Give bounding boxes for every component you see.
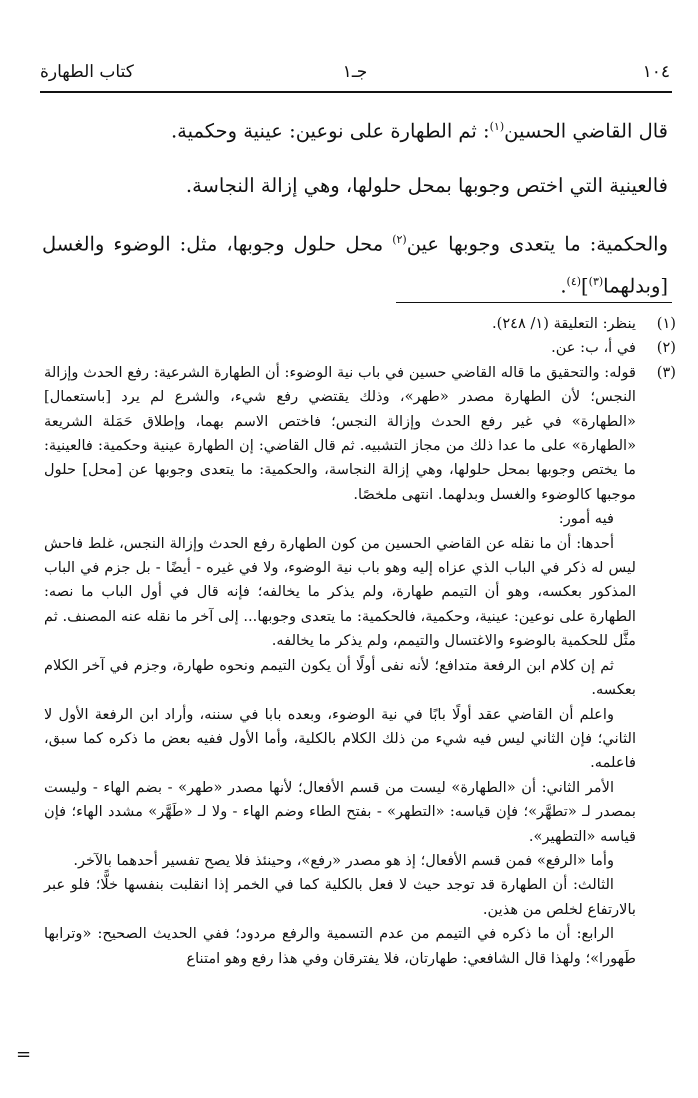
footnote-number: (٣) bbox=[656, 363, 676, 381]
main-paragraph-1 bbox=[42, 108, 668, 151]
footnote-ref-1: (١) bbox=[489, 120, 505, 133]
footnote-paragraph: ثم إن كلام ابن الرفعة متدافع؛ لأنه نفى أولًا أن يكون التيمم ونحوه طهارة، وجزم في آخر الكلام بعكسه. bbox=[44, 656, 636, 699]
footnote-paragraph: قوله: والتحقيق ما قاله القاضي حسين في باب نية الوضوء: أن الطهارة الشرعية: رفع الحدث وإزالة النجس؛ لأن الطهارة مصدر «طهر»، وذلك يقتضي رفع شيء، والشرع لم يرد [باستعمال] «الطهارة» في غير رفع الحدث وإزالة النجس؛ فاختص الاسم بهما، وإطلاق حَمَلة الشريعة «الطهارة» على ما عدا ذلك من مجاز التشبيه. ثم قال القاضي: إن الطهارة عينية وحكمية: فالعينية: ما يختص وجوبها بمحل حلولها، وهي إزالة النجاسة، والحكمية: ما يتعدى وجوبها عن [محل] حلول موجبها كالوضوء والغسل وبدلهما. انتهى ملخصًا. bbox=[44, 363, 636, 503]
continuation-mark: = bbox=[16, 1044, 32, 1065]
footnote-text: في أ، ب: عن. bbox=[551, 339, 636, 357]
footnote-2 bbox=[44, 336, 676, 360]
footnote-paragraph: أحدها: أن ما نقله عن القاضي الحسين من كون الطهارة رفع الحدث وإزالة النجس، غلط فاحش ليس له ذكر في الباب الذي عزاه إليه وهو باب نية الوضوء، ولا في غيره - أيضًا - بل جزم في الباب المذكور بعكسه، وهو أن التيمم طهارة، ولم يذكر ما يخالفه؛ فإنه قال في أول الباب ما نصه: الطهارة على نوعين: عينية، وحكمية، فالحكمية: ما يتعدى وجوبها... إلى آخر ما نقله عنه المصنف. ثم مثَّل للحكمية بالوضوء والاغتسال والتيمم، ولم يذكر ما يخالفه. bbox=[44, 534, 636, 650]
footnote-separator bbox=[396, 302, 672, 303]
footnote-paragraph: الرابع: أن ما ذكره في التيمم من عدم التسمية والرفع مردود؛ ففي الحديث الصحيح: «وترابها طَهورا»؛ ولهذا قال الشافعي: طهارتان، فلا يفترقان وفي هذا رفع وهو امتناع bbox=[44, 925, 636, 967]
footnote-1 bbox=[44, 312, 676, 336]
main-p1-text: قال القاضي الحسين bbox=[504, 119, 668, 143]
main-paragraph-2: فالعينية التي اختص وجوبها بمحل حلولها، وهي إزالة النجاسة. bbox=[185, 173, 668, 197]
main-text bbox=[42, 108, 668, 306]
footnote-paragraph: الثالث: أن الطهارة قد توجد حيث لا فعل بالكلية كما في الخمر إذا انقلبت بنفسها خلًّا؛ فلو عبر بالارتفاع لخلص من هذين. bbox=[44, 876, 636, 918]
footnote-ref-4: (٤) bbox=[566, 275, 582, 288]
footnote-text: ينظر: التعليقة (١/ ٢٤٨). bbox=[491, 315, 636, 332]
footnote-number: (٢) bbox=[656, 339, 676, 357]
main-p3-period: . bbox=[560, 274, 567, 298]
footnote-number: (١) bbox=[656, 315, 676, 332]
footnote-paragraph: الأمر الثاني: أن «الطهارة» ليست من قسم الأفعال؛ لأنها مصدر «طهر» - بضم الهاء - وليست بمصدر لـ «تطهَّر»؛ فإن قياسه: «التطهر» - بفتح الطاء وضم الهاء - ولا لـ «طَهَّر» مشدد الهاء؛ فإن قياسه «التطهير». bbox=[44, 778, 636, 845]
book-title: كتاب الطهارة bbox=[40, 62, 134, 82]
footnote-paragraph: وأما «الرفع» فمن قسم الأفعال؛ إذ هو مصدر «رفع»، وحينئذ فلا يصح تفسير أحدهما بالآخر. bbox=[73, 851, 614, 869]
page-header bbox=[40, 58, 670, 88]
header-rule bbox=[40, 91, 672, 93]
main-p1-text-cont: : ثم الطهارة على نوعين: عينية وحكمية. bbox=[170, 119, 490, 143]
main-p3-bracket-open: [وبدلهما bbox=[603, 274, 668, 298]
main-p3-bracket-close: ] bbox=[581, 274, 589, 298]
page-number: ١٠٤ bbox=[642, 62, 670, 82]
footnotes-section bbox=[44, 312, 676, 971]
volume-label: جـ١ bbox=[342, 62, 368, 82]
main-p3-text: والحكمية: ما يتعدى وجوبها عين bbox=[406, 232, 669, 255]
main-paragraph-3 bbox=[42, 221, 668, 306]
footnote-ref-3: (٣) bbox=[588, 275, 604, 288]
footnote-paragraph: واعلم أن القاضي عقد أولًا بابًا في نية الوضوء، وبعده بابا في سننه، وأراد ابن الرفعة الأول لا الثاني؛ فإن الثاني ليس فيه شيء من ذلك الكلام بالكلية، وأما الأول ففيه بعض ما ذكره كما سبق، فاعلمه. bbox=[44, 705, 636, 772]
footnote-3 bbox=[44, 361, 676, 971]
footnote-paragraph: فيه أمور: bbox=[558, 510, 614, 528]
main-p3-text-cont: محل حلول وجوبها، مثل: الوضوء والغسل bbox=[42, 232, 393, 255]
footnote-ref-2: (٢) bbox=[392, 232, 407, 246]
